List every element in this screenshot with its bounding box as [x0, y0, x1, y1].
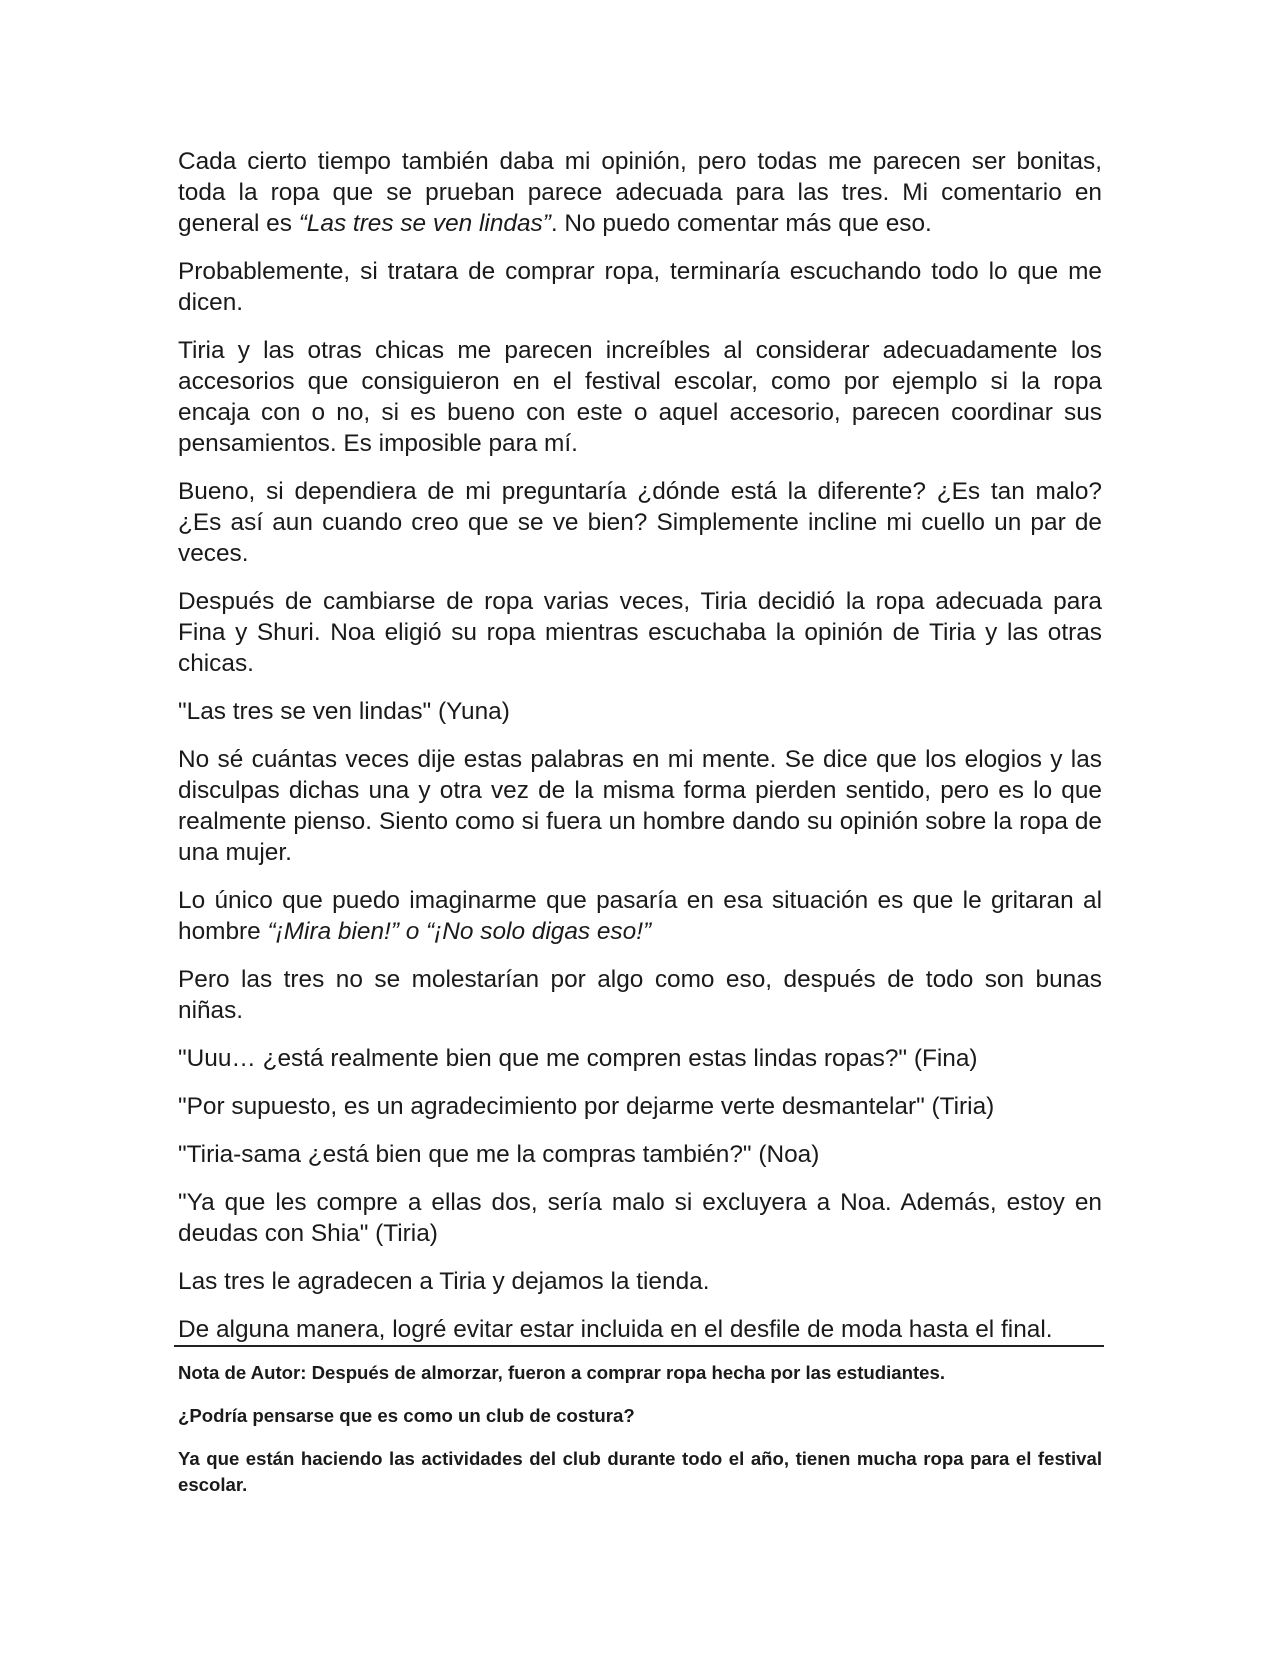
paragraph-7: No sé cuántas veces dije estas palabras en mi mente. Se dice que los elogios y las disculpas dichas una y otra vez de la misma forma pierden sentido, pero es lo que realmente pienso. Siento como si fuera un hombre dando su opinión sobre la ropa de una mujer.	[178, 746, 1102, 866]
paragraph-1: Cada cierto tiempo también daba mi opinión, pero todas me parecen ser bonitas, toda la ropa que se prueban parece adecuada para las tres. Mi comentario en general es “Las tres se ven lindas”. No puedo comentar más que eso.	[178, 148, 1102, 237]
paragraph-13: "Ya que les compre a ellas dos, sería malo si excluyera a Noa. Además, estoy en deudas con Shia" (Tiria)	[178, 1189, 1102, 1247]
paragraph-5: Después de cambiarse de ropa varias veces, Tiria decidió la ropa adecuada para Fina y Shuri. Noa eligió su ropa mientras escuchaba la opinión de Tiria y las otras chicas.	[178, 588, 1102, 677]
footnote-divider	[174, 1345, 1104, 1347]
paragraph-14: Las tres le agradecen a Tiria y dejamos la tienda.	[178, 1268, 710, 1295]
paragraph-3: Tiria y las otras chicas me parecen increíbles al considerar adecuadamente los accesorios que consiguieron en el festival escolar, como por ejemplo si la ropa encaja con o no, si es bueno con este o aquel accesorio, parecen coordinar sus pensamientos. Es imposible para mí.	[178, 337, 1102, 457]
paragraph-6: "Las tres se ven lindas" (Yuna)	[178, 698, 510, 725]
document-body	[178, 146, 1102, 1345]
paragraph-11: "Por supuesto, es un agradecimiento por dejarme verte desmantelar" (Tiria)	[178, 1093, 995, 1120]
author-note-1: Nota de Autor: Después de almorzar, fueron a comprar ropa hecha por las estudiantes.	[178, 1362, 946, 1383]
paragraph-10: "Uuu… ¿está realmente bien que me compren estas lindas ropas?" (Fina)	[178, 1045, 978, 1072]
paragraph-4: Bueno, si dependiera de mi preguntaría ¿dónde está la diferente? ¿Es tan malo? ¿Es así aun cuando creo que se ve bien? Simplemente incline mi cuello un par de veces.	[178, 478, 1102, 567]
paragraph-15: De alguna manera, logré evitar estar incluida en el desfile de moda hasta el final.	[178, 1316, 1053, 1343]
author-note-2: ¿Podría pensarse que es como un club de costura?	[178, 1405, 635, 1426]
paragraph-12: "Tiria-sama ¿está bien que me la compras también?" (Noa)	[178, 1141, 820, 1168]
paragraph-2: Probablemente, si tratara de comprar ropa, terminaría escuchando todo lo que me dicen.	[178, 258, 1102, 316]
paragraph-8: Lo único que puedo imaginarme que pasaría en esa situación es que le gritaran al hombre “¡Mira bien!” o “¡No solo digas eso!”	[178, 887, 1102, 945]
author-note-3: Ya que están haciendo las actividades del club durante todo el año, tienen mucha ropa para el festival escolar.	[178, 1448, 1102, 1495]
author-notes	[178, 1360, 1102, 1515]
paragraph-9: Pero las tres no se molestarían por algo como eso, después de todo son bunas niñas.	[178, 966, 1102, 1024]
